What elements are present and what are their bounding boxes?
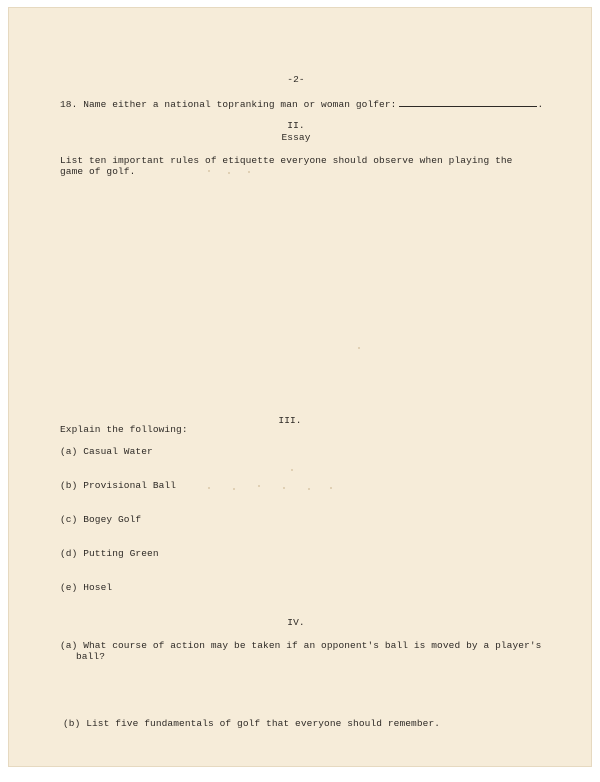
- paper-speck: [228, 172, 230, 174]
- document-page: [8, 7, 592, 767]
- paper-speck: [248, 171, 250, 173]
- list-item: (e) Hosel: [60, 582, 113, 593]
- question-18-end: .: [537, 99, 544, 110]
- section-2-heading: II.: [287, 120, 305, 131]
- question-4b: (b) List five fundamentals of golf that everyone should remember.: [63, 718, 441, 729]
- list-item: (b) Provisional Ball: [60, 480, 177, 491]
- paper-speck: [258, 485, 260, 487]
- essay-line-1: List ten important rules of etiquette everyone should observe when playing the: [60, 155, 513, 166]
- section-3-heading: III.: [278, 415, 302, 426]
- essay-line-2: game of golf.: [60, 166, 136, 177]
- question-18: [60, 98, 543, 110]
- list-item: (c) Bogey Golf: [60, 514, 142, 525]
- section-2-subheading: Essay: [281, 132, 311, 143]
- paper-speck: [283, 487, 285, 489]
- question-18-text: 18. Name either a national topranking man or woman golfer:: [60, 99, 397, 110]
- list-item: (a) Casual Water: [60, 446, 153, 457]
- section-4-heading: IV.: [287, 617, 305, 628]
- paper-speck: [208, 487, 210, 489]
- question-4a-line-1: (a) What course of action may be taken if an opponent's ball is moved by a player's: [60, 640, 542, 651]
- paper-speck: [208, 170, 210, 172]
- paper-speck: [330, 487, 332, 489]
- page-number: -2-: [287, 74, 305, 85]
- section-3-intro: Explain the following:: [60, 424, 188, 435]
- question-4a-line-2: ball?: [76, 651, 106, 662]
- paper-speck: [291, 469, 293, 471]
- paper-speck: [233, 488, 235, 490]
- paper-speck: [358, 347, 360, 349]
- answer-blank: [399, 98, 537, 107]
- list-item: (d) Putting Green: [60, 548, 159, 559]
- paper-speck: [308, 488, 310, 490]
